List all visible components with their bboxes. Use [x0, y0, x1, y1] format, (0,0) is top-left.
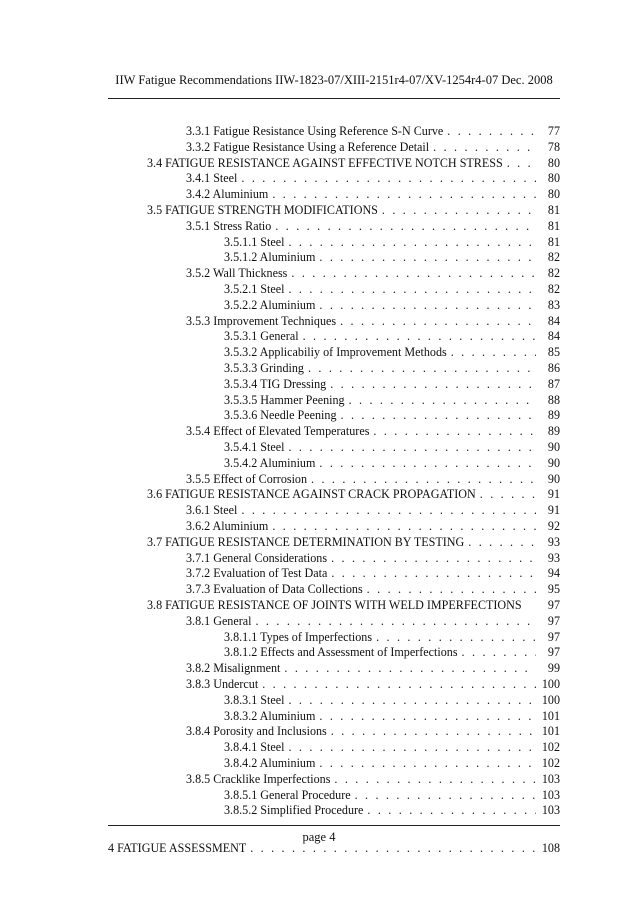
toc-leader-dots: [331, 723, 536, 739]
toc-entry[interactable]: [186, 660, 560, 676]
toc-entry[interactable]: [147, 202, 560, 218]
toc-leader-dots: [334, 771, 536, 787]
toc-entry-label: 3.5.5 Effect of Corrosion: [186, 471, 308, 486]
toc-leader-dots: [367, 802, 536, 818]
toc-entry-page: 102: [541, 756, 560, 770]
toc-entry[interactable]: [186, 502, 560, 518]
toc-entry[interactable]: [186, 676, 560, 692]
toc-leader-dots: [288, 234, 536, 250]
toc-entry-page: 108: [541, 841, 560, 856]
toc-leader-dots: [447, 123, 536, 139]
toc-entry-page: 100: [541, 677, 560, 691]
toc-entry-page: 82: [547, 266, 560, 281]
toc-entry-label: 4 FATIGUE ASSESSMENT: [108, 841, 247, 856]
toc-entry[interactable]: [186, 471, 560, 487]
toc-entry-page: 78: [547, 139, 560, 154]
toc-entry[interactable]: [186, 723, 560, 739]
toc-leader-dots: [319, 297, 536, 313]
toc-leader-dots: [376, 629, 536, 645]
toc-leader-dots: [272, 186, 536, 202]
toc-entry[interactable]: [186, 123, 560, 139]
toc-entry[interactable]: [224, 787, 560, 803]
toc-entry[interactable]: [147, 486, 560, 502]
toc-entry-page: 85: [547, 345, 560, 360]
toc-entry-page: 91: [547, 503, 560, 518]
toc-leader-dots: [433, 139, 536, 155]
toc-leader-dots: [330, 376, 536, 392]
toc-entry-label: 3.4 FATIGUE RESISTANCE AGAINST EFFECTIVE NOTCH STRESS: [147, 155, 503, 170]
toc-entry-label: 3.6 FATIGUE RESISTANCE AGAINST CRACK PROPAGATION: [147, 487, 476, 502]
toc-entry-page: 89: [547, 424, 560, 439]
toc-entry-label: 3.8.1.2 Effects and Assessment of Imperfections: [224, 645, 458, 660]
toc-entry-page: 81: [547, 218, 560, 233]
toc-entry-label: 3.8.4.1 Steel: [224, 740, 285, 755]
toc-leader-dots: [349, 392, 536, 408]
toc-entry-label: 3.5.4.1 Steel: [224, 440, 285, 454]
toc-entry-page: 90: [547, 440, 560, 454]
toc-entry-label: 3.8.4 Porosity and Inclusions: [186, 724, 327, 739]
toc-leader-dots: [241, 170, 536, 186]
toc-leader-dots: [288, 281, 536, 297]
toc-leader-dots: [319, 755, 536, 771]
toc-leader-dots: [291, 265, 536, 281]
toc-entry-label: 3.8.4.2 Aluminium: [224, 756, 316, 770]
toc-leader-dots: [319, 455, 536, 471]
toc-entry[interactable]: [224, 281, 560, 297]
toc-leader-dots: [468, 534, 536, 550]
toc-entry[interactable]: [224, 344, 560, 360]
toc-entry[interactable]: [147, 155, 560, 171]
toc-entry-page: 89: [547, 408, 560, 423]
toc-leader-dots: [382, 202, 536, 218]
toc-entry-label: 3.3.1 Fatigue Resistance Using Reference S-N Curve: [186, 124, 444, 138]
toc-entry[interactable]: [147, 534, 560, 550]
toc-entry-label: 3.5.3.2 Applicabiliy of Improvement Methods: [224, 345, 447, 360]
toc-leader-dots: [355, 787, 536, 803]
toc-leader-dots: [241, 502, 536, 518]
toc-entry[interactable]: [224, 328, 560, 344]
toc-entry-label: 3.8.3 Undercut: [186, 677, 259, 691]
toc-entry[interactable]: [186, 550, 560, 566]
toc-entry-page: 86: [547, 361, 560, 375]
toc-entry-label: 3.7 FATIGUE RESISTANCE DETERMINATION BY TESTING: [147, 534, 465, 549]
toc-entry-page: 80: [547, 187, 560, 202]
toc-entry-label: 3.5.1 Stress Ratio: [186, 218, 272, 233]
toc-leader-dots: [451, 344, 536, 360]
toc-entry[interactable]: [224, 644, 560, 660]
toc-leader-dots: [331, 550, 536, 566]
toc-leader-dots: [255, 613, 536, 629]
toc-leader-dots: [284, 660, 536, 676]
toc-entry-label: 3.7.1 General Considerations: [186, 550, 328, 565]
toc-entry-label: 3.5.2.1 Steel: [224, 282, 285, 296]
toc-entry[interactable]: [224, 297, 560, 313]
toc-entry-page: 83: [547, 297, 560, 312]
toc-entry-label: 3.3.2 Fatigue Resistance Using a Reference Detail: [186, 139, 430, 154]
toc-entry-page: 97: [547, 629, 560, 644]
toc-leader-dots: [319, 249, 536, 265]
toc-entry-page: 81: [547, 234, 560, 249]
toc-entry-page: 90: [547, 455, 560, 470]
toc-entry-label: 3.8.1.1 Types of Imperfections: [224, 629, 373, 644]
running-header: IIW Fatigue Recommendations IIW-1823-07/XIII-2151r4-07/XV-1254r4-07 Dec. 2008: [115, 73, 553, 87]
toc-entry-label: 3.8 FATIGUE RESISTANCE OF JOINTS WITH WELD IMPERFECTIONS: [147, 598, 522, 612]
toc-leader-dots: [341, 407, 536, 423]
toc-entry-label: 3.7.3 Evaluation of Data Collections: [186, 582, 363, 597]
toc-entry-page: 88: [547, 392, 560, 407]
toc-entry-page: 84: [547, 329, 560, 344]
toc-entry-page: 103: [541, 771, 560, 786]
toc-entry[interactable]: [224, 692, 560, 708]
toc-entry[interactable]: [186, 771, 560, 787]
toc-entry[interactable]: [224, 802, 560, 818]
toc-entry-label: 3.5.4 Effect of Elevated Temperatures: [186, 424, 370, 439]
toc-entry-label: 3.8.5.2 Simplified Procedure: [224, 803, 364, 818]
toc-entry[interactable]: [186, 613, 560, 629]
toc-entry-page: 80: [547, 171, 560, 186]
toc-leader-dots: [319, 708, 536, 724]
toc-entry-page: 84: [547, 313, 560, 328]
toc-entry[interactable]: [186, 170, 560, 186]
toc-entry-label: 3.7.2 Evaluation of Test Data: [186, 566, 328, 581]
toc-entry[interactable]: [186, 265, 560, 281]
toc-entry-page: 92: [547, 519, 560, 533]
toc-entry-label: 3.5.1.1 Steel: [224, 234, 285, 249]
toc-entry-label: 3.8.2 Misalignment: [186, 661, 281, 676]
toc-entry-label: 3.5.2 Wall Thickness: [186, 266, 288, 281]
toc-entry-label: 3.6.2 Aluminium: [186, 519, 269, 533]
toc-entry-page: 91: [547, 487, 560, 502]
toc-leader-dots: [480, 486, 536, 502]
toc-leader-dots: [331, 565, 536, 581]
toc-leader-dots: [507, 155, 536, 171]
toc-entry-label: 3.5.3.6 Needle Peening: [224, 408, 337, 423]
toc-entry-label: 3.5.3.3 Grinding: [224, 361, 304, 375]
toc-entry[interactable]: [224, 455, 560, 471]
toc-leader-dots: [340, 313, 536, 329]
toc-leader-dots: [288, 439, 536, 455]
toc-entry[interactable]: [224, 376, 560, 392]
toc-entry[interactable]: [224, 392, 560, 408]
toc-entry[interactable]: [224, 708, 560, 724]
toc-leader-dots: [367, 581, 536, 597]
toc-entry[interactable]: [224, 234, 560, 250]
toc-entry[interactable]: [224, 439, 560, 455]
toc-entry-page: 93: [547, 550, 560, 565]
toc-leader-dots: [275, 218, 536, 234]
toc-entry[interactable]: [186, 581, 560, 597]
toc-entry[interactable]: [186, 186, 560, 202]
toc-entry-page: 93: [547, 534, 560, 549]
toc-entry-page: 103: [541, 803, 560, 818]
toc-entry-label: 3.5.4.2 Aluminium: [224, 455, 316, 470]
toc-entry-page: 82: [547, 250, 560, 265]
toc-entry-page: 77: [547, 124, 560, 138]
toc-entry[interactable]: [224, 629, 560, 645]
toc-entry-label: 3.5 FATIGUE STRENGTH MODIFICATIONS: [147, 203, 378, 217]
toc-entry-page: 80: [547, 155, 560, 170]
toc-entry-page: 90: [547, 471, 560, 486]
toc-entry-page: 97: [547, 645, 560, 660]
toc-entry-page: 101: [541, 708, 560, 723]
toc-entry[interactable]: [224, 739, 560, 755]
toc-leader-dots: [272, 518, 536, 534]
toc-entry-label: 3.5.3.1 General: [224, 329, 299, 344]
toc-leader-dots: [373, 423, 536, 439]
toc-entry[interactable]: [224, 407, 560, 423]
toc-entry-page: 95: [547, 582, 560, 597]
toc-entry-label: 3.5.3 Improvement Techniques: [186, 313, 337, 328]
toc-entry-page: 103: [541, 787, 560, 802]
toc-entry-label: 3.4.2 Aluminium: [186, 187, 269, 202]
toc-entry-page: 100: [541, 692, 560, 707]
toc-leader-dots: [462, 644, 536, 660]
toc-entry-label: 3.4.1 Steel: [186, 171, 238, 186]
toc-entry-page: 82: [547, 282, 560, 296]
toc-entry-page: 102: [541, 740, 560, 755]
toc-entry-page: 94: [547, 566, 560, 581]
toc-entry[interactable]: [186, 218, 560, 234]
toc-entry-page: 101: [541, 724, 560, 739]
toc-leader-dots: [288, 739, 536, 755]
toc-entry-label: 3.5.2.2 Aluminium: [224, 297, 316, 312]
toc-entry-page: 99: [547, 661, 560, 676]
toc-entry[interactable]: [186, 518, 560, 534]
toc-entry-label: 3.5.3.5 Hammer Peening: [224, 392, 345, 407]
toc-entry[interactable]: [224, 249, 560, 265]
toc-leader-dots: [262, 676, 536, 692]
toc-entry[interactable]: [147, 597, 560, 613]
toc-entry-label: 3.8.1 General: [186, 613, 252, 628]
header-rule: [108, 98, 560, 99]
toc-entry[interactable]: [186, 139, 560, 155]
toc-entry[interactable]: [224, 360, 560, 376]
toc-entry-label: 3.6.1 Steel: [186, 503, 238, 518]
toc-entry[interactable]: [186, 565, 560, 581]
toc-leader-dots: [311, 471, 536, 487]
toc-leader-dots: [303, 328, 536, 344]
toc-entry-label: 3.8.3.1 Steel: [224, 692, 285, 707]
toc-leader-dots: [308, 360, 536, 376]
toc-entry-page: 87: [547, 376, 560, 391]
footer-rule: [108, 825, 560, 826]
page-number: page 4: [302, 830, 336, 844]
toc-entry-label: 3.5.3.4 TIG Dressing: [224, 376, 327, 391]
toc-leader-dots: [288, 692, 536, 708]
toc-entry[interactable]: [186, 423, 560, 439]
toc-entry-label: 3.8.5.1 General Procedure: [224, 787, 351, 802]
toc-entry-page: 97: [547, 598, 560, 612]
toc-entry-label: 3.5.1.2 Aluminium: [224, 250, 316, 265]
toc-entry[interactable]: [186, 313, 560, 329]
toc-entry-label: 3.8.3.2 Aluminium: [224, 708, 316, 723]
toc-entry-page: 81: [547, 203, 560, 217]
toc-entry-page: 97: [547, 613, 560, 628]
toc-entry[interactable]: [224, 755, 560, 771]
toc-entry-label: 3.8.5 Cracklike Imperfections: [186, 771, 331, 786]
